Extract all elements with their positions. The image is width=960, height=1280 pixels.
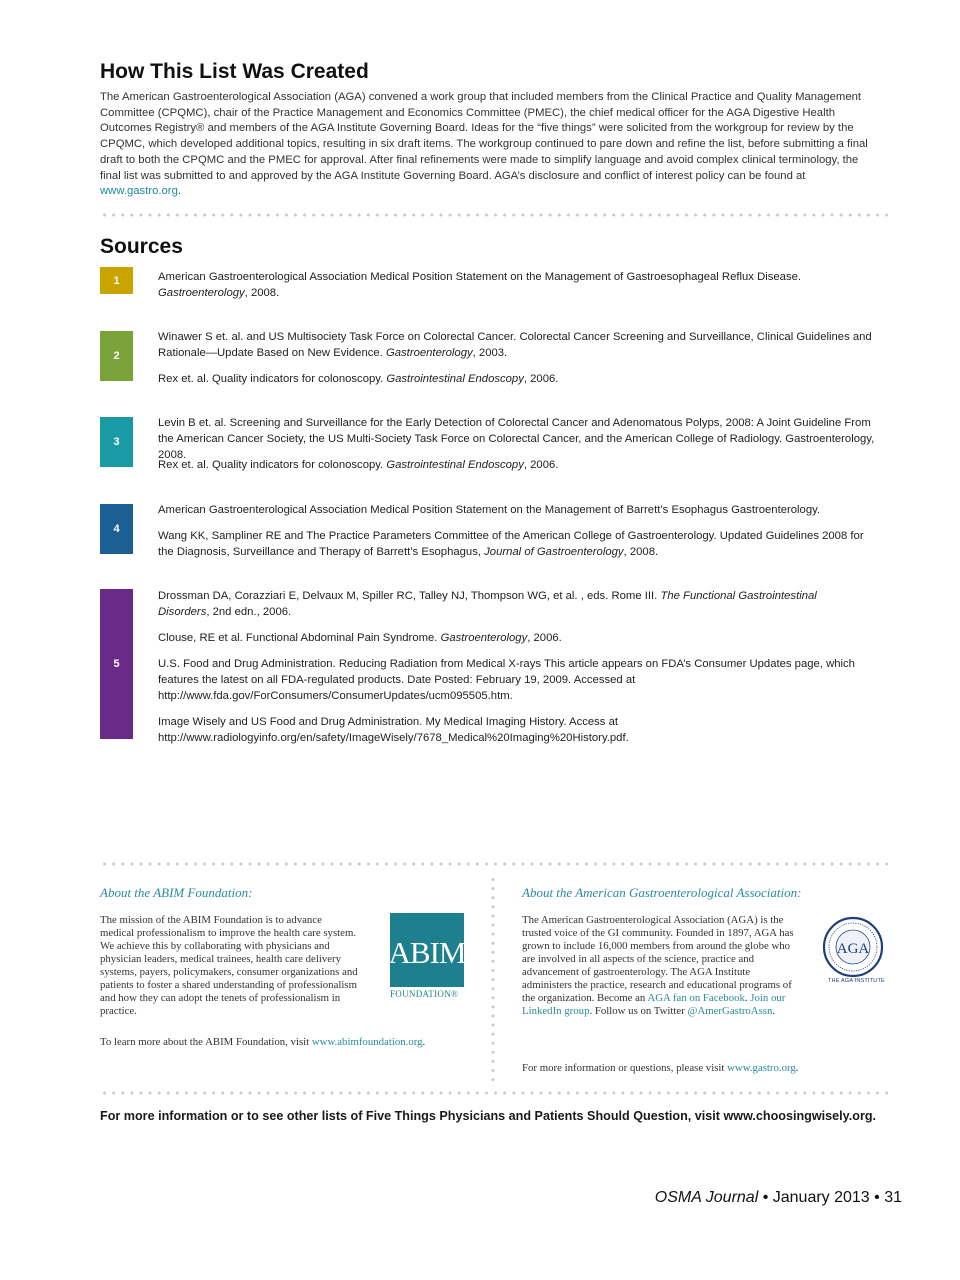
gastro-link[interactable]: www.gastro.org (100, 185, 178, 198)
source-journal: Gastroenterology (385, 347, 473, 359)
source-tail: , 2003. (472, 347, 508, 359)
source-1-entry-1 (158, 269, 878, 301)
about-abim-body: The mission of the ABIM Foundation is to advance medical professionalism to improve the health care system. We achieve this by collaborating with physicians and physician leaders, medical trainees, health care delivery systems, payers, policymakers, consumer organizations and patients to foster a shared understanding of professionalism and how they can adopt the tenets of professionalism in practice. (100, 914, 358, 1017)
how-body-text: The American Gastroenterological Association (AGA) convened a work group that included members from the Clinical Practice and Quality Management Committee (CPQMC), chair of the Practice Management and Economics Committee (PMEC), the chief medical officer for the AGA Digestive Health Outcomes Registry® and members of the AGA Institute Governing Board. Ideas for the “five things” were solicited from the workgroup for review by the CPQMC, which developed additional topics, resulting in six draft items. The workgroup continued to pare down and refine the list, before submitting a final draft to both the CPQMC and the PMEC for approval. After final refinements were made to simplify language and avoid complex clinical terminology, the final list was submitted to and approved by the AGA Institute Governing Board. AGA’s disclosure and conflict of interest policy can be found at (100, 91, 868, 182)
abim-logo-caption: FOUNDATION® (390, 989, 459, 999)
source-badge-1: 1 (100, 267, 133, 294)
aga-twitter-link[interactable]: @AmerGastroAssn (687, 1005, 773, 1017)
source-2-entry-2 (158, 371, 878, 387)
how-list-created-paragraph (100, 90, 870, 200)
source-5-entry-4: Image Wisely and US Food and Drug Administration. My Medical Imaging History. Access at http://www.radiologyinfo.org/en/safety/ImageWisely/7678_Medical%20Imaging%20History.pdf. (158, 716, 629, 744)
abim-foundation-link[interactable]: www.abimfoundation.org (311, 1036, 423, 1048)
dotted-divider-about-top (100, 862, 888, 866)
source-2-entry-1 (158, 329, 878, 361)
about-aga-title: About the American Gastroenterological Association: (522, 885, 802, 900)
journal-date-page: • January 2013 • 31 (758, 1189, 902, 1206)
source-badge-2: 2 (100, 331, 133, 381)
aga-more-text: For more information or questions, please visit (522, 1062, 728, 1074)
aga-seal-logo (822, 916, 884, 978)
about-aga-body (522, 914, 794, 1018)
source-5-entry-3: U.S. Food and Drug Administration. Reducing Radiation from Medical X-rays This article appears on FDA’s Consumer Updates page, which features the latest on all FDA-regulated products. Date Posted: February 19, 2009. Accessed at http://www.fda.gov/ForConsumers/ConsumerUpdates/ucm095505.htm. (158, 658, 855, 702)
dotted-divider-vertical (491, 875, 495, 1085)
source-text: Drossman DA, Corazziari E, Delvaux M, Spiller RC, Talley NJ, Thompson WG, et al. , eds. Rome III. (158, 590, 661, 602)
learn-text: To learn more about the ABIM Foundation, visit (100, 1036, 312, 1048)
source-badge-3: 3 (100, 417, 133, 467)
aga-seal-lettering: AGA (836, 941, 870, 957)
source-tail: , 2nd edn., 2006. (206, 606, 292, 618)
source-journal: Gastrointestinal Endoscopy (386, 373, 524, 385)
source-tail: , 2008. (244, 287, 280, 299)
abim-logo-mark (390, 913, 464, 987)
section-title-sources: Sources (100, 235, 183, 258)
source-3-entry-2 (158, 457, 878, 473)
aga-seal-caption: THE AGA INSTITUTE (828, 978, 885, 984)
source-text: Rex et. al. Quality indicators for colonoscopy. (158, 459, 387, 471)
aga-body-text: The American Gastroenterological Association (AGA) is the trusted voice of the GI community. Founded in 1897, AGA has grown to include 16,000 members from around the globe who are involved in all aspects of the science, practice and advancement of gastroenterology. The AGA Institute administers the practice, research and educational programs of the organization. Become an (522, 914, 794, 1004)
choosing-wisely-footer: For more information or to see other lists of Five Things Physicians and Patients Should Question, visit www.choosingwisely.org. (100, 1109, 877, 1123)
aga-more-end: . (795, 1062, 799, 1074)
source-text: Winawer S et. al. and US Multisociety Task Force on Colorectal Cancer. Colorectal Cancer Screening and Surveillance, Clinical Guidelines and Rationale—Update Based on New Evidence. (158, 331, 872, 359)
section-title-how-list-created: How This List Was Created (100, 60, 369, 83)
source-journal: The Functional Gastrointestinal Disorders (158, 590, 817, 618)
aga-linkedin-link[interactable]: Join our LinkedIn group (522, 992, 786, 1017)
source-text: Wang KK, Sampliner RE and The Practice Parameters Committee of the American College of Gastroenterology. Updated Guidelines 2008 for the Diagnosis, Surveillance and Therapy of Barrett’s Esophagus, (158, 530, 864, 558)
source-3-entry-1: Levin B et. al. Screening and Surveillance for the Early Detection of Colorectal Cancer and Adenomatous Polyps, 2008: A Joint Guideline From the American Cancer Society, the US Multi-Society Task Force on Colorectal Cancer, and the American College of Radiology. Gastroenterology, 2008. (158, 417, 875, 461)
abim-logo-lettering: ABIM (390, 935, 464, 970)
source-badge-4: 4 (100, 504, 133, 554)
source-5-entry-1 (158, 588, 848, 620)
abim-foundation-logo (390, 913, 464, 987)
about-aga-more-info (522, 1062, 862, 1075)
how-body-end: . (177, 185, 181, 198)
dotted-divider-about-bottom (100, 1091, 888, 1095)
aga-body-mid: . Follow us on Twitter (589, 1005, 688, 1017)
aga-body-end: . (772, 1005, 776, 1017)
aga-gastro-link[interactable]: www.gastro.org (727, 1062, 796, 1074)
source-journal: Journal of Gastroenterology (484, 546, 624, 558)
source-tail: , 2006. (527, 632, 562, 644)
source-badge-5: 5 (100, 589, 133, 739)
source-text: Rex et. al. Quality indicators for colonoscopy. (158, 373, 387, 385)
source-journal: Gastrointestinal Endoscopy (386, 459, 524, 471)
source-5-entry-2 (158, 630, 878, 646)
aga-facebook-link[interactable]: AGA fan on Facebook (647, 992, 745, 1004)
source-journal: Gastroenterology (158, 287, 245, 299)
aga-body-sep: . (744, 992, 751, 1004)
source-tail: , 2008. (623, 546, 659, 558)
source-journal: Gastroenterology (440, 632, 528, 644)
source-tail: , 2006. (523, 459, 559, 471)
about-abim-learn-more (100, 1036, 480, 1049)
source-text: Clouse, RE et al. Functional Abdominal Pain Syndrome. (158, 632, 441, 644)
journal-page-footer (655, 1189, 902, 1207)
source-text: American Gastroenterological Association Medical Position Statement on the Management of Gastroesophageal Reflux Disease. (158, 271, 802, 283)
source-4-entry-1: American Gastroenterological Association Medical Position Statement on the Management of Barrett’s Esophagus Gastroenterology. (158, 504, 821, 516)
journal-name: OSMA Journal (654, 1189, 759, 1206)
dotted-divider-top (100, 213, 888, 217)
learn-end: . (422, 1036, 426, 1048)
source-tail: , 2006. (523, 373, 559, 385)
about-abim-title: About the ABIM Foundation: (100, 885, 253, 900)
source-4-entry-2 (158, 528, 878, 560)
